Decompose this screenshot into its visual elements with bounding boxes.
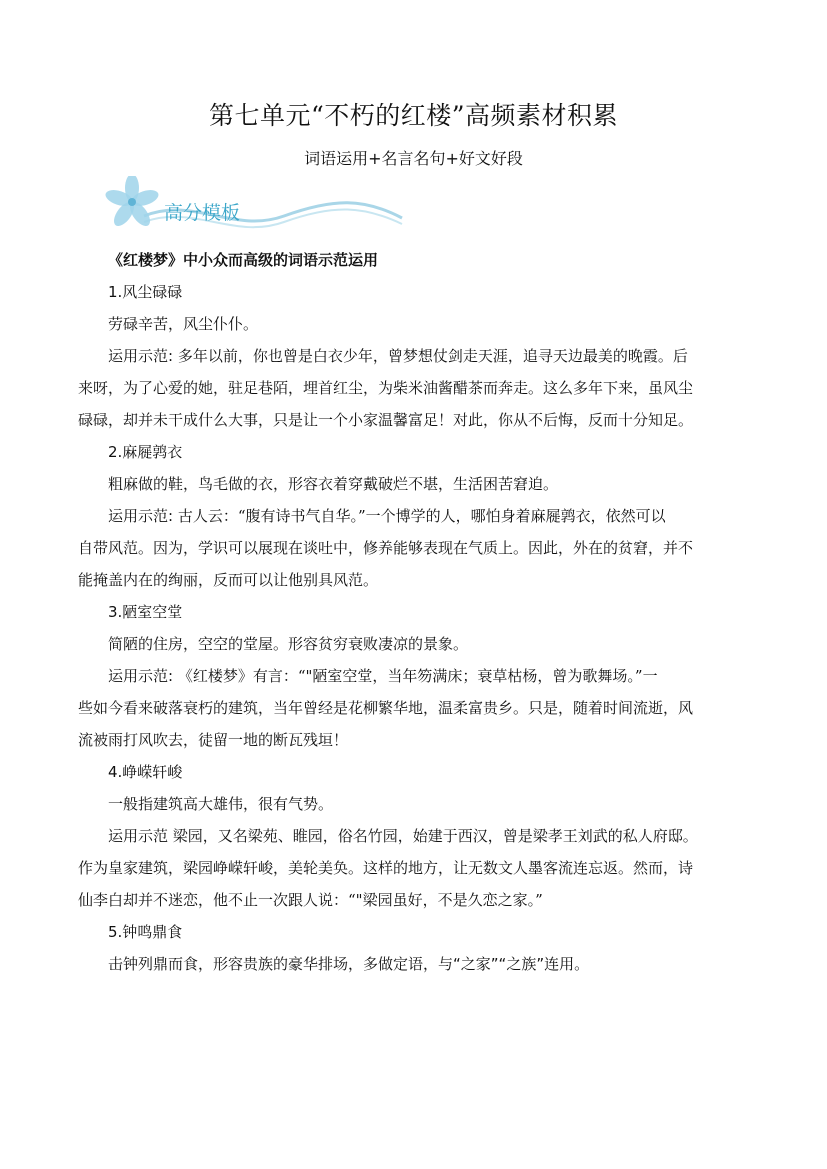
entry-example-line: 运用示范: 多年以前，你也曾是白衣少年，曾梦想仗剑走天涯，追寻天边最美的晚霞。后 bbox=[108, 347, 688, 365]
entry-example-line: 碌碌，却并未干成什么大事，只是让一个小家温馨富足！对此，你从不后悔，反而十分知足。 bbox=[78, 411, 694, 429]
entry-definition: 简陋的住房，空空的堂屋。形容贫穷衰败凄凉的景象。 bbox=[108, 635, 469, 653]
entry-3 bbox=[78, 596, 758, 756]
entry-term: 3.陋室空堂 bbox=[108, 603, 183, 621]
entry-definition: 一般指建筑高大雄伟，很有气势。 bbox=[108, 795, 334, 813]
entry-term: 1.风尘碌碌 bbox=[108, 283, 183, 301]
banner-label: 高分模板 bbox=[164, 202, 241, 224]
entry-1 bbox=[78, 276, 758, 436]
entry-4 bbox=[78, 756, 758, 916]
entry-definition: 击钟列鼎而食，形容贵族的豪华排场，多做定语，与“之家”“之族”连用。 bbox=[108, 955, 590, 973]
banner-flower-ribbon-icon bbox=[104, 176, 404, 240]
example-label: 运用示范 bbox=[108, 827, 169, 845]
entry-term: 4.峥嵘轩峻 bbox=[108, 763, 183, 781]
entry-5 bbox=[108, 916, 758, 980]
entry-example-line: 仙李白却并不迷恋，他不止一次跟人说：“"梁园虽好，不是久恋之家。” bbox=[78, 891, 543, 909]
entry-example-line: 些如今看来破落衰朽的建筑，当年曾经是花柳繁华地，温柔富贵乡。只是，随着时间流逝，风 bbox=[78, 699, 694, 717]
entry-example-line: 能掩盖内在的绚丽，反而可以让他别具风范。 bbox=[78, 571, 379, 589]
document-body bbox=[78, 244, 758, 980]
entry-term: 5.钟鸣鼎食 bbox=[108, 923, 183, 941]
example-label: 运用示范: bbox=[108, 347, 174, 365]
entry-definition: 粗麻做的鞋，鸟毛做的衣，形容衣着穿戴破烂不堪，生活困苦窘迫。 bbox=[108, 475, 559, 493]
entry-definition: 劳碌辛苦，风尘仆仆。 bbox=[108, 315, 259, 333]
entry-example-line: 运用示范: 古人云：“腹有诗书气自华。”一个博学的人，哪怕身着麻屣鹑衣，依然可以 bbox=[108, 507, 666, 525]
entry-example-line: 来呀，为了心爱的她，驻足巷陌，埋首红尘，为柴米油酱醋茶而奔走。这么多年下来，虽风尘 bbox=[78, 379, 694, 397]
example-label: 运用示范: bbox=[108, 667, 174, 685]
entry-example-line: 作为皇家建筑，梁园峥嵘轩峻，美轮美奂。这样的地方，让无数文人墨客流连忘返。然而，诗 bbox=[78, 859, 694, 877]
entry-example-line: 流被雨打风吹去，徒留一地的断瓦残垣！ bbox=[78, 731, 349, 749]
entry-term: 2.麻屣鹑衣 bbox=[108, 443, 183, 461]
section-heading: 《红楼梦》中小众而高级的词语示范运用 bbox=[108, 251, 379, 269]
entry-example-line: 运用示范 梁园，又名梁苑、睢园，俗名竹园，始建于西汉，曾是梁孝王刘武的私人府邸。 bbox=[108, 827, 698, 845]
entry-example-line: 运用示范: 《红楼梦》有言：“"陋室空堂，当年笏满床；衰草枯杨，曾为歌舞场。”一 bbox=[108, 667, 658, 685]
page-subtitle: 词语运用+名言名句+好文好段 bbox=[304, 149, 523, 168]
entry-2 bbox=[78, 436, 758, 596]
entry-example-line: 自带风范。因为，学识可以展现在谈吐中，修养能够表现在气质上。因此，外在的贫窘，并不 bbox=[78, 539, 694, 557]
page-title: 第七单元“不朽的红楼”高频素材积累 bbox=[208, 101, 619, 130]
example-label: 运用示范: bbox=[108, 507, 174, 525]
